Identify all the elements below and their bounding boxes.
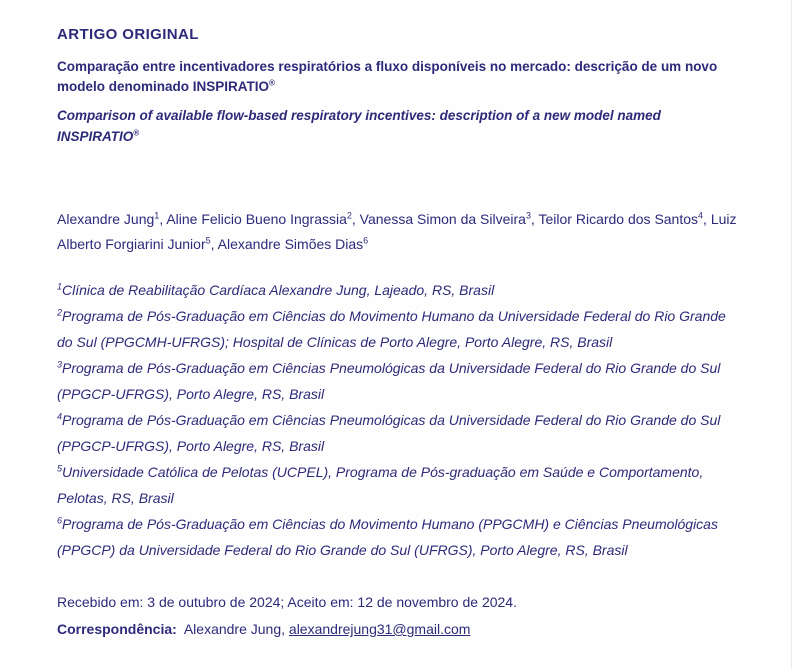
affiliation-sup: 5: [57, 463, 63, 474]
affiliation-item: [57, 459, 744, 511]
author-name: Alexandre Simões Dias: [217, 236, 364, 252]
affiliation-text: Programa de Pós-Graduação em Ciências do Movimento Humano (PPGCMH) e Ciências Pneumológicas (PPGCP) da Universidade Federal do Rio Grande do Sul (UFRGS), Porto Alegre, RS, Brasil: [57, 516, 718, 558]
article-title-pt-text: Comparação entre incentivadores respiratórios a fluxo disponíveis no mercado: descrição de um novo modelo denominado INSPIRATIO: [57, 59, 718, 94]
affiliation-text: Clínica de Reabilitação Cardíaca Alexandre Jung, Lajeado, RS, Brasil: [62, 282, 495, 298]
affiliation-item: [57, 303, 744, 355]
correspondence-label: Correspondência:: [57, 621, 177, 637]
registered-trademark-mark: ®: [133, 128, 140, 138]
registered-trademark-mark: ®: [269, 78, 275, 88]
article-dates-and-correspondence: [57, 589, 744, 643]
correspondence-email-link[interactable]: alexandrejung31@gmail.com: [288, 621, 471, 637]
author-affiliation-sup: 1: [154, 210, 160, 221]
author-affiliation-sup: 5: [205, 235, 211, 246]
affiliation-item: [57, 277, 744, 303]
author-separator: ,: [530, 211, 539, 227]
author-name: Alexandre Jung: [57, 211, 155, 227]
received-accepted-line: Recebido em: 3 de outubro de 2024; Aceito em: 12 de novembro de 2024.: [57, 594, 517, 610]
author-separator: ,: [210, 236, 218, 252]
affiliation-sup: 1: [57, 281, 63, 292]
author-affiliation-sup: 2: [346, 210, 352, 221]
correspondence-line: [57, 616, 744, 643]
affiliation-text: Programa de Pós-Graduação em Ciências Pneumológicas da Universidade Federal do Rio Grande do Sul (PPGCP-UFRGS), Porto Alegre, RS, Brasil: [57, 360, 721, 402]
section-label: ARTIGO ORIGINAL: [57, 26, 199, 43]
author-affiliation-sup: 6: [363, 235, 369, 246]
article-title-en-text: Comparison of available flow-based respiratory incentives: description of a new model named INSPIRATIO: [57, 108, 661, 144]
affiliation-text: Universidade Católica de Pelotas (UCPEL), Programa de Pós-graduação em Saúde e Comportamento, Pelotas, RS, Brasil: [57, 464, 704, 506]
affiliation-item: [57, 511, 744, 563]
affiliation-sup: 6: [57, 515, 63, 526]
article-title-en: [57, 105, 744, 147]
affiliation-text: Programa de Pós-Graduação em Ciências Pneumológicas da Universidade Federal do Rio Grande do Sul (PPGCP-UFRGS), Porto Alegre, RS, Brasil: [57, 412, 721, 454]
author-name: Vanessa Simon da Silveira: [359, 211, 526, 227]
affiliation-item: [57, 355, 744, 407]
author-separator: ,: [159, 211, 167, 227]
author-name: Luiz Alberto Forgiarini Junior: [57, 211, 737, 252]
article-title-pt: [57, 57, 744, 97]
author-list: [57, 207, 744, 257]
affiliation-sup: 3: [57, 359, 63, 370]
author-name: Aline Felicio Bueno Ingrassia: [166, 211, 347, 227]
author-affiliation-sup: 4: [698, 210, 704, 221]
author-affiliation-sup: 3: [525, 210, 531, 221]
affiliation-text: Programa de Pós-Graduação em Ciências do Movimento Humano da Universidade Federal do Rio Grande do Sul (PPGCMH-UFRGS); Hospital de Clínicas de Porto Alegre, Porto Alegre, RS, Brasil: [57, 308, 726, 350]
affiliation-sup: 2: [57, 307, 63, 318]
author-separator: ,: [351, 211, 360, 227]
author-separator: ,: [703, 211, 711, 227]
affiliation-item: [57, 407, 744, 459]
correspondence-name: Alexandre Jung,: [183, 621, 286, 637]
author-name: Teilor Ricardo dos Santos: [538, 211, 699, 227]
affiliation-list: [57, 277, 744, 563]
affiliation-sup: 4: [57, 411, 63, 422]
